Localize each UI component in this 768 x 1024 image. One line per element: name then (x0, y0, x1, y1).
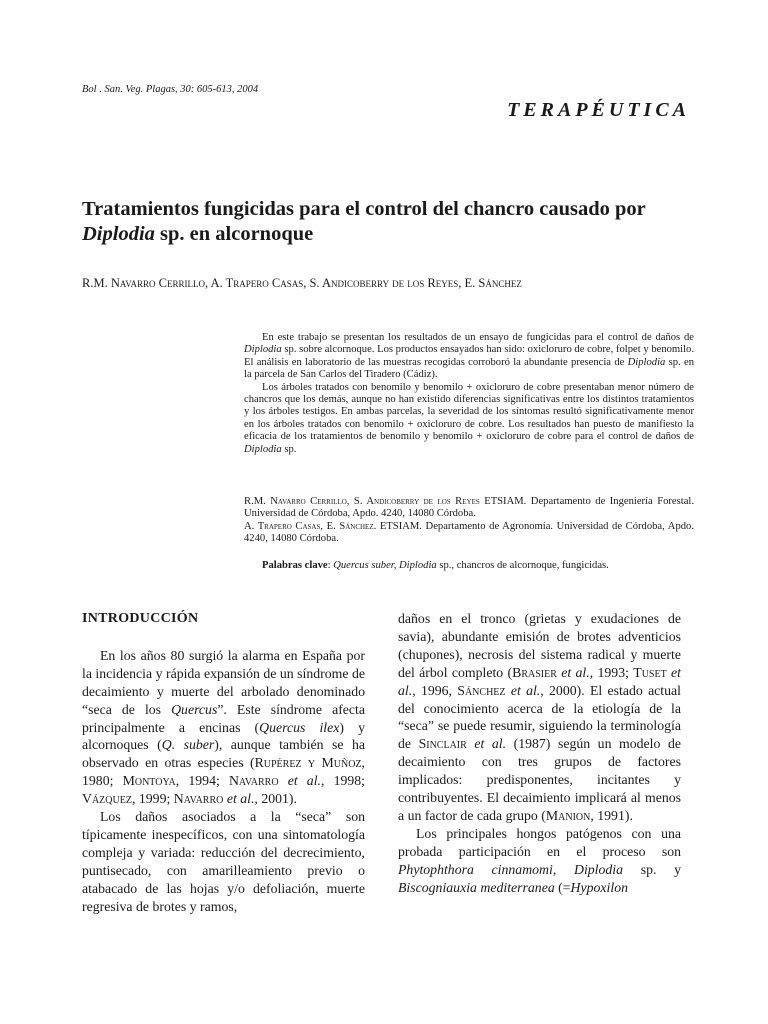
citation-author: Brasier (512, 664, 557, 680)
body-italic: et al. (466, 736, 507, 752)
body-italic: Q. suber (161, 737, 215, 753)
body-text: (1987) según un modelo de decaimiento con tres grupos de factores implicados: predisponentes, incitantes y contribuyentes. El decaimiento implicará al menos a un factor de cada grupo ( (398, 736, 681, 823)
affiliation-1 (244, 496, 694, 521)
title-text: Tratamientos fungicidas para el control del chancro causado por (82, 198, 646, 220)
abstract-text: sp. (281, 443, 297, 455)
body-text: , 2000). El estado actual del conocimiento acerca de la etiología de la “seca” se puede resumir, siguiendo la terminología de (398, 682, 681, 752)
affiliation-names: R.M. Navarro Cerrillo, S. Andicoberry de los Reyes (244, 496, 480, 507)
citation-author: Tuset (633, 664, 667, 680)
body-text: , 1980; (82, 755, 365, 789)
keywords-text: sp., chancros de alcornoque, fungicidas. (436, 560, 609, 571)
abstract-text: Los árboles tratados con benomilo y benomilo + oxicloruro de cobre presentaban menor número de chancros que los demás, aunque no han existido diferencias significativas entre los distintos tratamientos y los árboles testigos. En ambas parcelas, la severidad de los síntomas resultó significativamente menor en los árboles tratados con benomilo + oxicloruro de cobre. Los resultados han puesto de manifiesto la eficacia de los tratamientos de benomilo y benomilo + oxicloruro de cobre para el control de daños de (244, 381, 694, 443)
body-text: sp. y (623, 861, 681, 877)
body-italic: Biscogniauxia mediterranea (398, 879, 555, 895)
abstract-text: En este trabajo se presentan los resultados de un ensayo de fungicidas para el control de daños de (262, 332, 694, 343)
body-column-left (82, 610, 365, 916)
keywords-species: Quercus suber, Diplodia (333, 560, 437, 571)
body-text: , 1993; (589, 664, 634, 680)
keywords-label: Palabras clave (262, 560, 328, 571)
body-paragraph (398, 825, 681, 897)
body-text: , 1999; (131, 791, 174, 807)
body-italic: Hypoxilon (570, 879, 629, 895)
body-text: , 1996, (412, 682, 458, 698)
body-paragraph (82, 647, 365, 808)
journal-citation: Bol . San. Veg. Plagas, 30: 605-613, 2004 (82, 84, 259, 95)
citation-author: Rupérez y Muñoz (254, 755, 362, 771)
citation-author: Navarro (228, 773, 279, 789)
abstract (244, 332, 694, 456)
body-italic: et al. (398, 664, 681, 698)
body-italic: et al., (223, 791, 258, 807)
body-paragraph: Los daños asociados a la “seca” son típicamente inespecíficos, con una sintomatología compleja y variada: reducción del decrecimiento, puntisecado, con amarilleamiento previo o atabacado de las hojas y/o defoliación, muerte regresiva de brotes y ramos, (82, 809, 365, 914)
body-italic: Diplodia (573, 861, 624, 877)
body-italic: et al. (556, 664, 590, 680)
article-title (82, 197, 692, 247)
affiliation-text: ETSIAM. Departamento de Ingeniería Forestal. Universidad de Córdoba, Apdo. 4240, 14080 Córdoba. (244, 496, 694, 520)
abstract-genus: Diplodia (244, 443, 282, 455)
citation-author: Navarro (173, 791, 224, 807)
section-title: TERAPÉUTICA (507, 99, 690, 121)
body-text: Los principales hongos patógenos con una probada participación en el proceso son (398, 825, 681, 859)
section-heading-introduccion: INTRODUCCIÓN (82, 611, 199, 626)
body-italic: et al. (278, 773, 321, 789)
body-italic: Quercus ilex (259, 719, 340, 735)
body-text: , (552, 861, 574, 877)
body-text: , 1991). (590, 807, 633, 823)
body-text: , 1994; (175, 773, 229, 789)
keywords-separator: : (327, 560, 334, 571)
citation-author: Sinclair (418, 736, 467, 752)
citation-author: Montoya (122, 773, 176, 789)
body-text: (= (554, 879, 571, 895)
title-genus: Diplodia (82, 223, 155, 245)
body-text: 2001). (257, 791, 297, 807)
abstract-genus: Diplodia (244, 344, 282, 356)
body-text: ”. Este síndrome afecta principalmente a encinas ( (82, 701, 365, 735)
body-italic: et al. (505, 682, 541, 698)
body-text: ), aunque también se ha observado en otras especies ( (82, 737, 365, 771)
abstract-paragraph (244, 382, 694, 456)
abstract-genus: Diplodia (627, 356, 666, 368)
author-list: R.M. Navarro Cerrillo, A. Trapero Casas, S. Andicoberry de los Reyes, E. Sánchez (82, 276, 522, 290)
body-italic: Quercus (171, 701, 218, 717)
body-text: daños en el tronco (grietas y exudaciones de savia), abundante emisión de brotes adventicios (chupones), necrosis del sistema radical y muerte del árbol completo ( (398, 611, 681, 680)
body-paragraph (398, 610, 681, 825)
citation-author: Sánchez (457, 682, 506, 698)
affiliation-text: ETSIAM. Departamento de Agronomía. Universidad de Córdoba, Apdo. 4240, 14080 Córdoba. (244, 521, 694, 545)
body-column-right (398, 610, 681, 897)
citation-author: Manion (545, 807, 591, 823)
abstract-text: sp. sobre alcornoque. Los productos ensayados han sido: oxicloruro de cobre, folpet y benomilo. El análisis en laboratorio de las muestras recogidas corroboró la abundante presencia de (244, 344, 694, 368)
abstract-text: sp. en la parcela de San Carlos del Tiradero (Cádiz). (244, 356, 694, 381)
affiliation-2 (244, 521, 694, 546)
body-text: ) y alcornoques ( (82, 719, 365, 753)
abstract-paragraph (244, 332, 694, 382)
citation-author: Vázquez (82, 791, 132, 807)
body-italic: Phytophthora cinnamomi (398, 861, 553, 877)
title-text-end: sp. en alcornoque (154, 223, 314, 245)
affiliation-names: A. Trapero Casas, E. Sánchez. (244, 521, 377, 532)
body-text: En los años 80 surgió la alarma en España por la incidencia y rápida expansión de un síndrome de decaimiento y muerte del arbolado denominado “seca de los (82, 647, 365, 717)
body-text: , 1998; (320, 773, 365, 789)
keywords (244, 560, 694, 571)
